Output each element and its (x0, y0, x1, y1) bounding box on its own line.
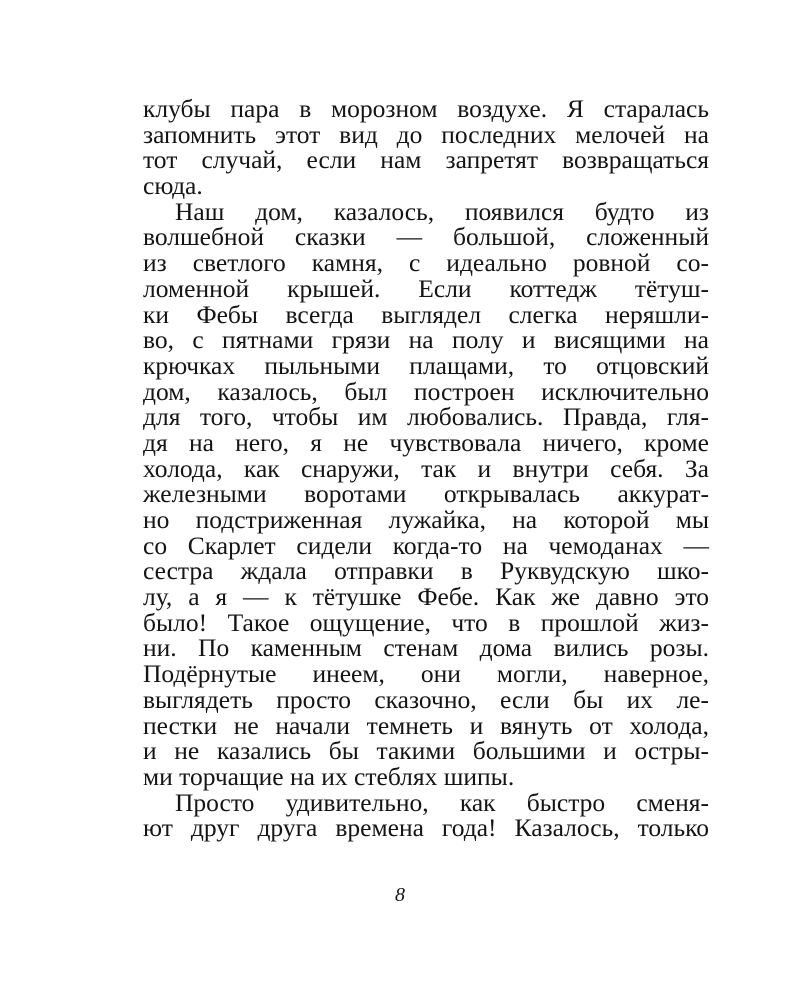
text-line: волшебной сказки — большой, сложенный (143, 222, 709, 252)
text-line: пестки не начали темнеть и вянуть от холода, (143, 710, 709, 740)
body-text (143, 96, 709, 841)
text-line: ломенной крышей. Если коттедж тётуш- (143, 273, 709, 303)
text-line: запомнить этот вид до последних мелочей на (143, 119, 709, 149)
text-line: Наш дом, казалось, появился будто из (175, 196, 709, 226)
page-number: 8 (395, 884, 405, 906)
text-line: из светлого камня, с идеально ровной со- (143, 248, 709, 278)
text-line: ки Фебы всегда выглядел слегка неряшли- (143, 299, 709, 329)
text-line: для того, чтобы им любовались. Правда, гля- (143, 402, 709, 432)
text-line: ни. По каменным стенам дома вились розы. (143, 633, 709, 663)
text-line: и не казались бы такими большими и остры- (143, 736, 709, 766)
text-line: выглядеть просто сказочно, если бы их ле- (143, 684, 709, 714)
text-line: крючках пыльными плащами, то отцовский (143, 350, 709, 380)
text-line: Подёрнутые инеем, они могли, наверное, (143, 659, 709, 689)
text-line: дя на него, я не чувствовала ничего, кроме (143, 427, 709, 457)
text-line: сестра ждала отправки в Руквудскую шко- (143, 556, 709, 586)
text-line: железными воротами открывалась аккурат- (143, 479, 709, 509)
text-line: ют друг друга времена года! Казалось, только (143, 813, 709, 843)
text-line: но подстриженная лужайка, на которой мы (143, 505, 709, 534)
text-line: клубы пара в морозном воздухе. Я старалась (143, 94, 709, 123)
text-line: со Скарлет сидели когда-то на чемоданах — (143, 530, 709, 560)
text-line: во, с пятнами грязи на полу и висящими на (143, 325, 709, 355)
text-line: дом, казалось, был построен исключительно (143, 376, 709, 406)
text-line: Просто удивительно, как быстро сменя- (175, 787, 709, 817)
text-line: лу, а я — к тётушке Фебе. Как же давно это (143, 582, 709, 612)
text-line: сюда. (143, 171, 203, 201)
text-line: тот случай, если нам запретят возвращаться (143, 145, 709, 175)
text-line: холода, как снаружи, так и внутри себя. За (143, 453, 709, 483)
text-line: ми торчащие на их стеблях шипы. (143, 761, 515, 791)
text-line: было! Такое ощущение, что в прошлой жиз- (143, 607, 709, 637)
